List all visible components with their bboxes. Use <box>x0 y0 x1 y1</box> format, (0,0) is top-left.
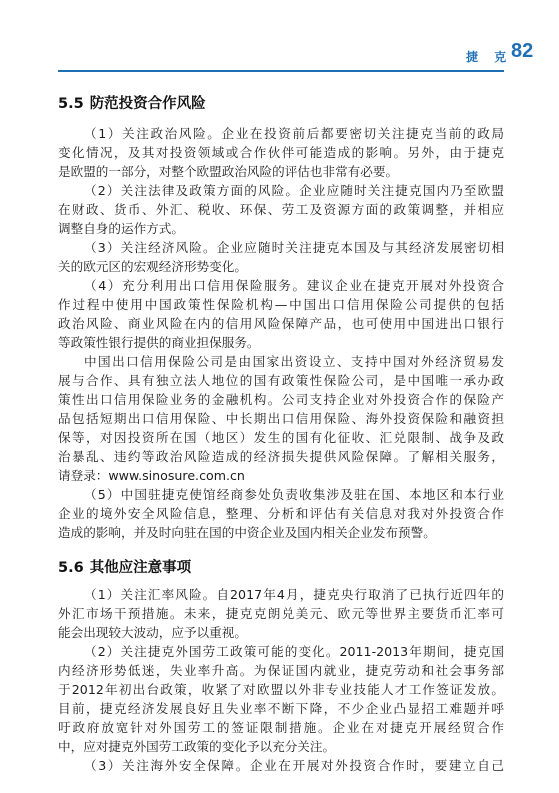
paragraph-line: 能会出现较大波动，应予以重视。 <box>58 625 247 640</box>
paragraph-line: 治暴乱、违约等政治风险造成的经济损失提供风险保障。了解相关服务， <box>58 449 504 464</box>
paragraph-line: 等政策性银行提供的商业担保服务。 <box>58 335 260 350</box>
header-country: 捷 克 <box>466 50 513 64</box>
paragraph-line: 中国出口信用保险公司是由国家出资设立、支持中国对外经济贸易发 <box>84 354 504 369</box>
paragraph-line: 于2012年初出台政策，收紧了对欧盟以外非专业技能人才工作签证发放。 <box>58 682 504 697</box>
section-number: 5.6 <box>58 560 84 576</box>
page-number: 82 <box>511 40 534 62</box>
paragraph-line: 目前，捷克经济发展良好且失业率不断下降，不少企业凸显招工难题并呼 <box>58 701 504 716</box>
section-heading <box>58 92 206 113</box>
paragraph-line: 内经济形势低迷，失业率升高。为保证国内就业，捷克劳动和社会事务部 <box>58 663 504 678</box>
paragraph-line: 品包括短期出口信用保险、中长期出口信用保险、海外投资保险和融资担 <box>58 411 504 426</box>
paragraph-line: 造成的影响，并及时向驻在国的中资企业及国内相关企业发布预警。 <box>58 525 436 540</box>
paragraph-line: 保等，对因投资所在国（地区）发生的国有化征收、汇兑限制、战争及政 <box>58 430 504 445</box>
section-number: 5.5 <box>58 96 84 112</box>
section-heading <box>58 556 191 577</box>
paragraph-line: （4）充分利用出口信用保险服务。建议企业在捷克开展对外投资合 <box>84 278 504 293</box>
website-link-line[interactable]: 请登录：www.sinosure.com.cn <box>58 468 245 483</box>
paragraph-line: 在财政、货币、外汇、税收、环保、劳工及资源方面的政策调整，并相应 <box>58 202 504 217</box>
paragraph-line: 变化情况，及其对投资领域或合作伙伴可能造成的影响。另外，由于捷克 <box>58 145 504 160</box>
paragraph-line: （1）关注汇率风险。自2017年4月，捷克央行取消了已执行近四年的 <box>84 587 504 602</box>
paragraph-line: 企业的境外安全风险信息，整理、分析和评估有关信息对我对外投资合作 <box>58 506 504 521</box>
paragraph-line: （3）关注海外安全保障。企业在开展对外投资合作时，要建立自己 <box>84 758 504 773</box>
paragraph-line: 中，应对捷克外国劳工政策的变化予以充分关注。 <box>58 739 336 754</box>
paragraph-line: 作过程中使用中国政策性保险机构—中国出口信用保险公司提供的包括 <box>58 297 504 312</box>
paragraph-line: 外汇市场干预措施。未来，捷克克朗兑美元、欧元等世界主要货币汇率可 <box>58 606 504 621</box>
paragraph-line: （5）中国驻捷克使馆经商参处负责收集涉及驻在国、本地区和本行业 <box>84 487 504 502</box>
paragraph-line: 关的欧元区的宏观经济形势变化。 <box>58 259 247 274</box>
paragraph-line: 是欧盟的一部分，对整个欧盟政治风险的评估也非常有必要。 <box>58 164 399 179</box>
paragraph-line: （2）关注捷克外国劳工政策可能的变化。2011-2013年期间，捷克国 <box>84 644 504 659</box>
paragraph-line: 吁政府放宽针对外国劳工的签证限制措施。企业在对捷克开展经贸合作 <box>58 720 504 735</box>
paragraph-line: （1）关注政治风险。企业在投资前后都要密切关注捷克当前的政局 <box>84 126 504 141</box>
paragraph-line: 政治风险、商业风险在内的信用风险保障产品，也可使用中国进出口银行 <box>58 316 504 331</box>
paragraph-line: 策性出口信用保险业务的金融机构。公司支持企业对外投资合作的保险产 <box>58 392 504 407</box>
paragraph-line: 调整自身的运作方式。 <box>58 221 184 236</box>
paragraph-line: 展与合作、具有独立法人地位的国有政策性保险公司，是中国唯一承办政 <box>58 373 504 388</box>
section-title-text: 其他应注意事项 <box>89 560 192 576</box>
paragraph-line: （3）关注经济风险。企业应随时关注捷克本国及与其经济发展密切相 <box>84 240 504 255</box>
header-divider <box>58 70 504 72</box>
paragraph-line: （2）关注法律及政策方面的风险。企业应随时关注捷克国内乃至欧盟 <box>84 183 504 198</box>
section-title-text: 防范投资合作风险 <box>89 96 206 112</box>
